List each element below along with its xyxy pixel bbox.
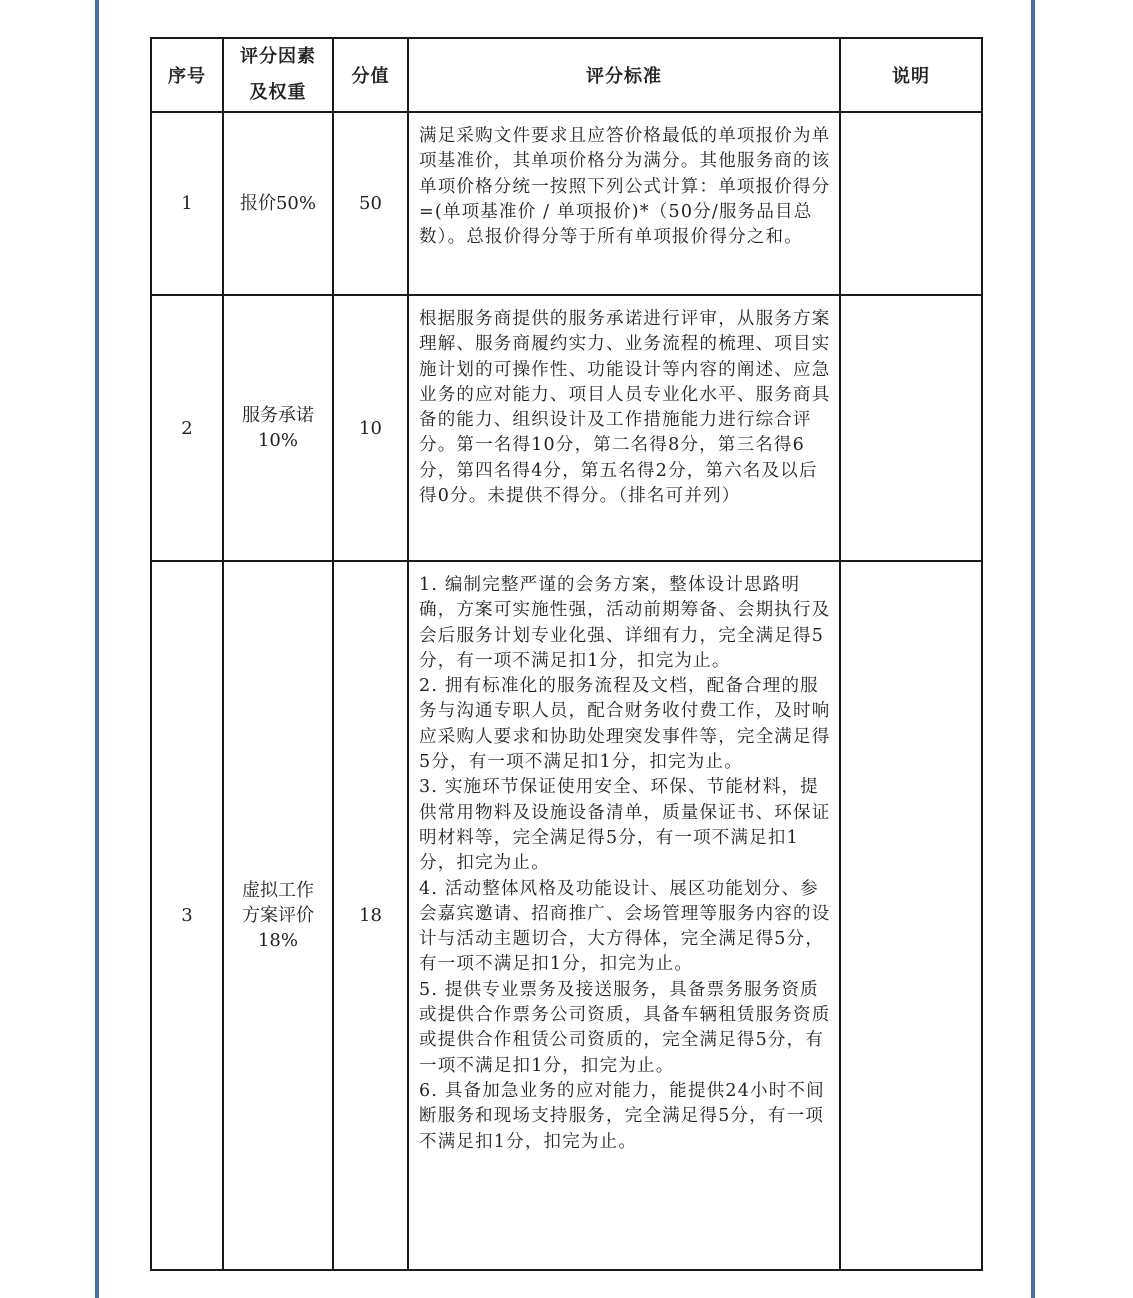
criteria-paragraph: 3. 实施环节保证使用安全、环保、节能材料，提供常用物料及设施设备清单，质量保证书、环保证明材料等，完全满足得5分，有一项不满足扣1分，扣完为止。 xyxy=(419,777,831,874)
header-factor-line2: 及权重 xyxy=(249,82,307,103)
row-criteria xyxy=(408,295,840,561)
row-index: 1 xyxy=(151,112,223,295)
row-index: 2 xyxy=(151,295,223,561)
row-index: 3 xyxy=(151,561,223,1270)
criteria-paragraph: 满足采购文件要求且应答价格最低的单项报价为单项基准价，其单项价格分为满分。其他服务商的该单项价格分统一按照下列公式计算：单项报价得分=(单项基准价 / 单项报价)*（50分/服务品目总数）。总报价得分等于所有单项报价得分之和。 xyxy=(419,126,831,248)
row-factor xyxy=(223,295,333,561)
page-border-left xyxy=(95,0,99,1298)
row-factor-line: 方案评价 xyxy=(242,905,314,926)
row-note xyxy=(840,295,982,561)
table-header-row xyxy=(151,38,982,112)
row-factor-line: 报价50% xyxy=(239,193,316,214)
row-score: 10 xyxy=(333,295,408,561)
row-factor xyxy=(223,561,333,1270)
criteria-paragraph: 1. 编制完整严谨的会务方案，整体设计思路明确，方案可实施性强，活动前期筹备、会期执行及会后服务计划专业化强、详细有力，完全满足得5分，有一项不满足扣1分，扣完为止。 xyxy=(419,575,831,671)
table-body xyxy=(151,112,982,1270)
header-note: 说明 xyxy=(840,38,982,112)
criteria-paragraph: 5. 提供专业票务及接送服务，具备票务服务资质或提供合作票务公司资质，具备车辆租赁服务资质或提供合作租赁公司资质的，完全满足得5分，有一项不满足扣1分，扣完为止。 xyxy=(419,979,831,1076)
row-criteria xyxy=(408,112,840,295)
row-factor xyxy=(223,112,333,295)
header-index: 序号 xyxy=(151,38,223,112)
page-border-right xyxy=(1031,0,1035,1298)
criteria-paragraph: 4. 活动整体风格及功能设计、展区功能划分、参会嘉宾邀请、招商推广、会场管理等服务内容的设计与活动主题切合，大方得体，完全满足得5分，有一项不满足扣1分，扣完为止。 xyxy=(419,878,831,975)
table-row xyxy=(151,295,982,561)
table-row xyxy=(151,561,982,1270)
criteria-paragraph: 根据服务商提供的服务承诺进行评审，从服务方案理解、服务商履约实力、业务流程的梳理、项目实施计划的可操作性、功能设计等内容的阐述、应急业务的应对能力、项目人员专业化水平、服务商具备的能力、组织设计及工作措施能力进行综合评分。第一名得10分，第二名得8分，第三名得6分，第四名得4分，第五名得2分，第六名及以后得0分。未提供不得分。（排名可并列） xyxy=(419,309,831,507)
header-factor xyxy=(223,38,333,112)
criteria-paragraph: 2. 拥有标准化的服务流程及文档，配备合理的服务与沟通专职人员，配合财务收付费工作，及时响应采购人要求和协助处理突发事件等，完全满足得5分，有一项不满足扣1分，扣完为止。 xyxy=(419,676,831,773)
row-criteria xyxy=(408,561,840,1270)
criteria-paragraph: 6. 具备加急业务的应对能力，能提供24小时不间断服务和现场支持服务，完全满足得5分，有一项不满足扣1分，扣完为止。 xyxy=(419,1080,825,1152)
header-score: 分值 xyxy=(333,38,408,112)
table-row xyxy=(151,112,982,295)
header-factor-line1: 评分因素 xyxy=(240,46,316,67)
row-score: 50 xyxy=(333,112,408,295)
row-factor-line: 虚拟工作 xyxy=(242,880,314,901)
row-note xyxy=(840,561,982,1270)
row-factor-line: 18% xyxy=(257,930,298,951)
scoring-table xyxy=(150,37,983,1271)
row-score: 18 xyxy=(333,561,408,1270)
header-criteria: 评分标准 xyxy=(408,38,840,112)
row-factor-line: 10% xyxy=(257,430,298,451)
row-note xyxy=(840,112,982,295)
row-factor-line: 服务承诺 xyxy=(242,405,314,426)
